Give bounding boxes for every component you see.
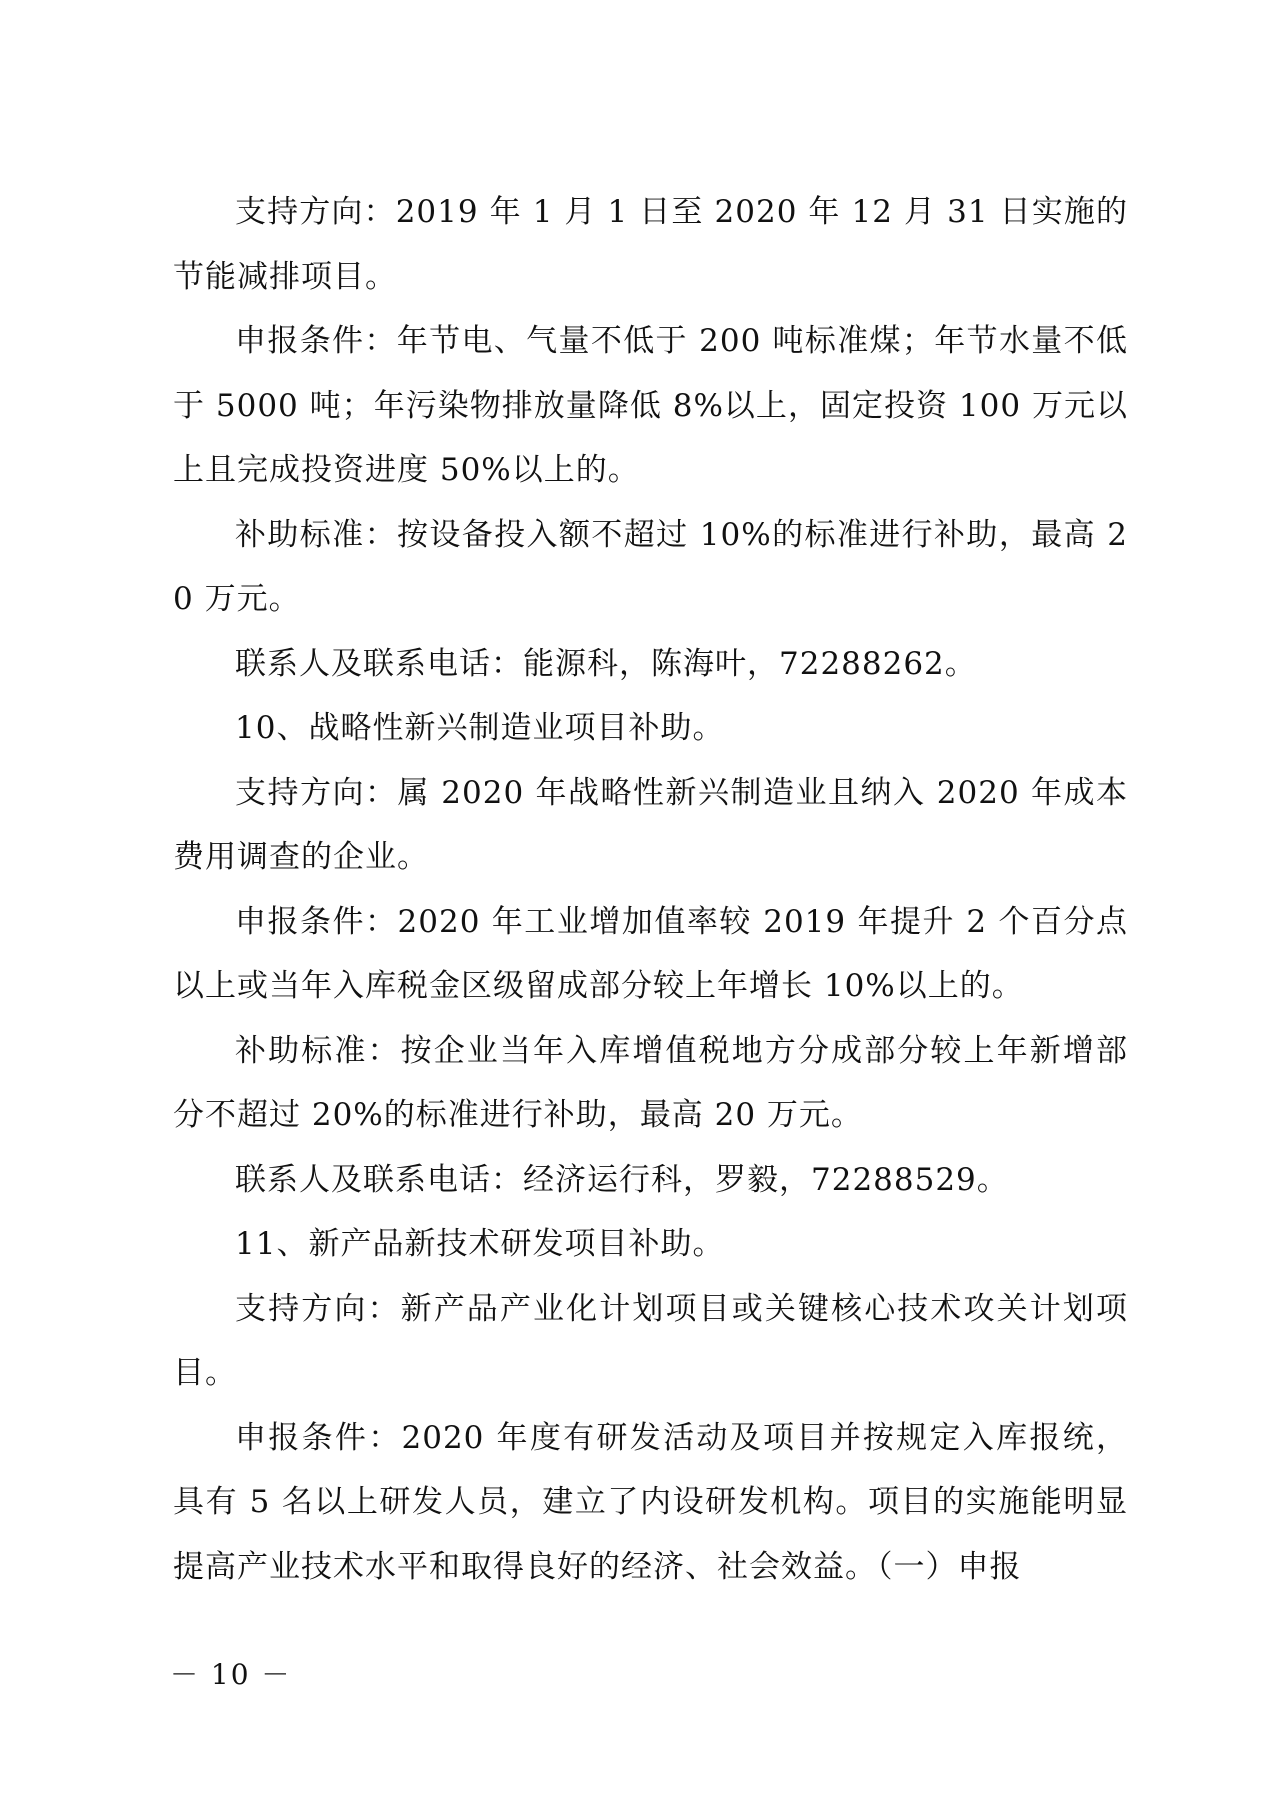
paragraph-support-direction-energy: 支持方向：2019 年 1 月 1 日至 2020 年 12 月 31 日实施的节能减排项目。 <box>173 194 1128 295</box>
page-number: － 10 － <box>170 1658 292 1691</box>
paragraph-contact-energy: 联系人及联系电话：能源科，陈海叶，72288262。 <box>235 645 977 682</box>
paragraph-support-direction-rnd: 支持方向：新产品产业化计划项目或关键核心技术攻关计划项目。 <box>173 1290 1128 1391</box>
paragraph-subsidy-standard-energy: 补助标准：按设备投入额不超过 10%的标准进行补助，最高 20 万元。 <box>173 516 1128 617</box>
paragraph-application-conditions-strategic: 申报条件：2020 年工业增加值率较 2019 年提升 2 个百分点以上或当年入库税金区级留成部分较上年增长 10%以上的。 <box>173 903 1128 1004</box>
paragraph-support-direction-strategic: 支持方向：属 2020 年战略性新兴制造业且纳入 2020 年成本费用调查的企业。 <box>173 774 1128 875</box>
document-body <box>173 180 1128 1599</box>
paragraph-application-conditions-rnd: 申报条件：2020 年度有研发活动及项目并按规定入库报统，具有 5 名以上研发人员，建立了内设研发机构。项目的实施能明显提高产业技术水平和取得良好的经济、社会效益。（一）申报 <box>173 1419 1128 1585</box>
paragraph-application-conditions-energy: 申报条件：年节电、气量不低于 200 吨标准煤；年节水量不低于 5000 吨；年污染物排放量降低 8%以上，固定投资 100 万元以上且完成投资进度 50%以上的。 <box>173 323 1128 488</box>
section-heading-10: 10、战略性新兴制造业项目补助。 <box>235 710 725 746</box>
paragraph-contact-strategic: 联系人及联系电话：经济运行科，罗毅，72288529。 <box>235 1161 1009 1198</box>
paragraph-subsidy-standard-strategic: 补助标准：按企业当年入库增值税地方分成部分较上年新增部分不超过 20%的标准进行补助，最高 20 万元。 <box>173 1032 1128 1133</box>
section-heading-11: 11、新产品新技术研发项目补助。 <box>235 1226 725 1262</box>
